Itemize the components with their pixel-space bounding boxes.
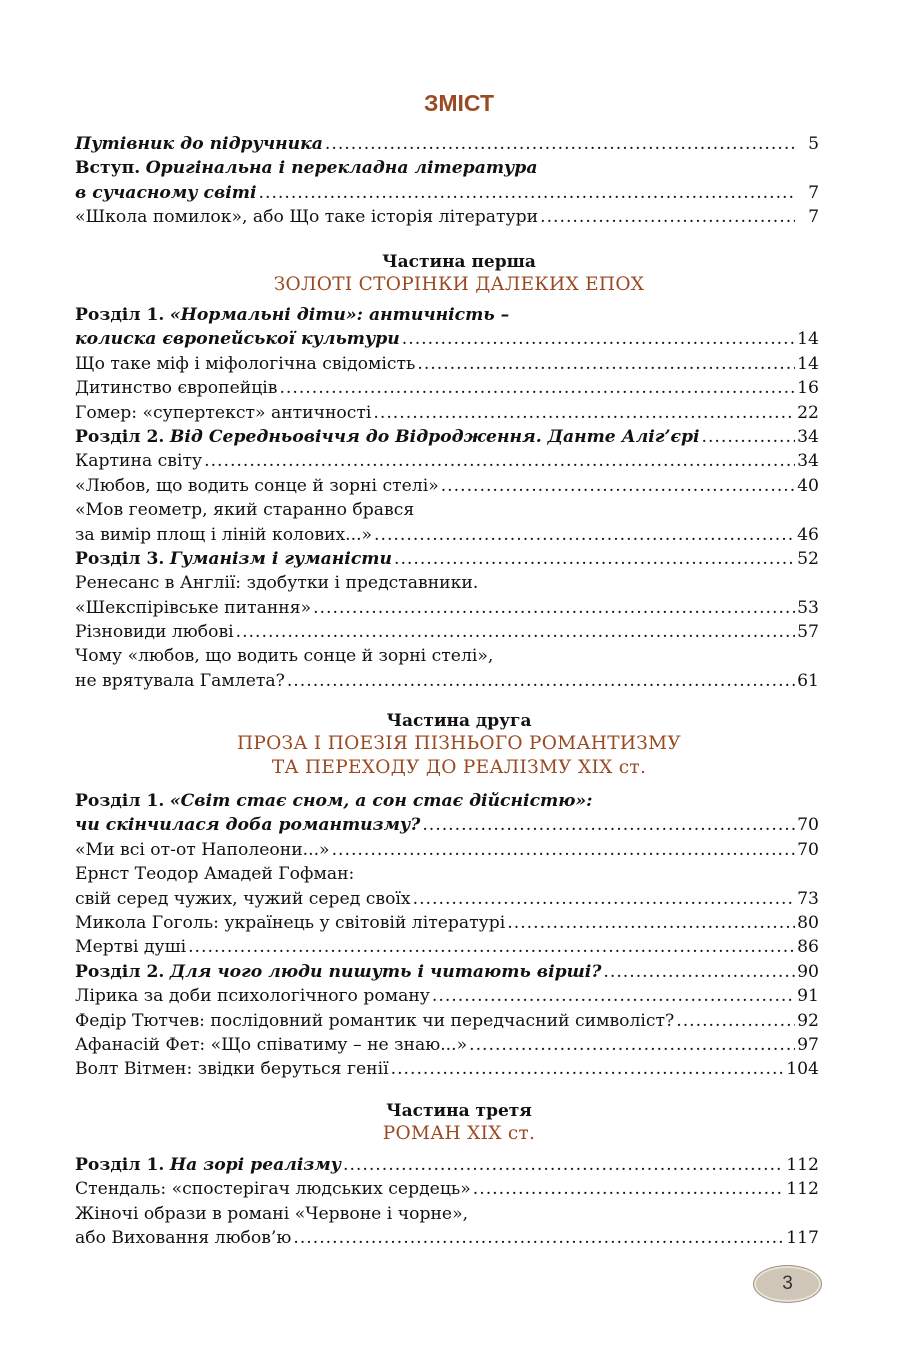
- page-number-badge: 3: [753, 1265, 822, 1303]
- toc-entry[interactable]: «Шекспірівське питання» ..... 53: [75, 598, 819, 622]
- part-title: ПРОЗА І ПОЕЗІЯ ПІЗНЬОГО РОМАНТИЗМУ: [236, 733, 682, 754]
- part-title: РОМАН XIX ст.: [382, 1123, 536, 1144]
- toc-entry[interactable]: Стендаль: «спостерігач людських сердець» ..... 112: [75, 1179, 819, 1203]
- toc-part1: [75, 305, 819, 695]
- part3-heading: [0, 1100, 918, 1146]
- toc-entry[interactable]: «Школа помилок», або Що таке історія літератури ..... 7: [75, 207, 819, 231]
- toc-entry[interactable]: Дитинство європейців ..... 16: [75, 378, 819, 402]
- toc-entry[interactable]: за вимір площ і ліній колових...» ..... 46: [75, 525, 819, 549]
- toc-intro: [75, 134, 819, 232]
- toc-entry[interactable]: Путівник до підручника ..... 5: [75, 134, 819, 158]
- toc-section[interactable]: чи скінчилася доба романтизму? ..... 70: [75, 815, 819, 839]
- part-label: Частина друга: [386, 711, 532, 731]
- toc-entry[interactable]: в сучасному світі ..... 7: [75, 183, 819, 207]
- part-label: Частина третя: [386, 1101, 532, 1121]
- toc-entry[interactable]: Чому «любов, що водить сонце й зорні стелі»,: [75, 646, 494, 667]
- toc-entry[interactable]: «Ми всі от-от Наполеони...» ..... 70: [75, 840, 819, 864]
- toc-section[interactable]: Розділ 1. «Нормальні діти»: античність –: [75, 305, 510, 325]
- toc-section[interactable]: колиска європейської культури ..... 14: [75, 329, 819, 353]
- toc-section[interactable]: Розділ 2. Від Середньовіччя до Відродження. Данте Аліг’єрі ..... 34: [75, 427, 819, 451]
- part-title: ЗОЛОТІ СТОРІНКИ ДАЛЕКИХ ЕПОХ: [273, 274, 645, 295]
- toc-entry[interactable]: Різновиди любові ..... 57: [75, 622, 819, 646]
- part-label: Частина перша: [382, 252, 536, 272]
- toc-section[interactable]: Розділ 3. Гуманізм і гуманісти ..... 52: [75, 549, 819, 573]
- toc-part3: [75, 1155, 819, 1253]
- toc-entry[interactable]: Що таке міф і міфологічна свідомість ..... 14: [75, 354, 819, 378]
- toc-entry[interactable]: Федір Тютчев: послідовний романтик чи передчасний символіст? ..... 92: [75, 1011, 819, 1035]
- part2-heading: [0, 710, 918, 780]
- toc-entry[interactable]: Волт Вітмен: звідки беруться генії ..... 104: [75, 1059, 819, 1083]
- toc-part2: [75, 791, 819, 1084]
- toc-entry[interactable]: або Виховання любов’ю ..... 117: [75, 1228, 819, 1252]
- toc-entry[interactable]: Гомер: «супертекст» античності ..... 22: [75, 403, 819, 427]
- toc-section[interactable]: Розділ 1. На зорі реалізму ..... 112: [75, 1155, 819, 1179]
- toc-entry[interactable]: Жіночі образи в романі «Червоне і чорне»,: [75, 1203, 469, 1224]
- toc-entry[interactable]: Афанасій Фет: «Що співатиму – не знаю...» ..... 97: [75, 1035, 819, 1059]
- toc-entry[interactable]: Ернст Теодор Амадей Гофман:: [75, 864, 355, 885]
- toc-entry[interactable]: Вступ. Оригінальна і перекладна література: [75, 158, 538, 179]
- toc-entry[interactable]: Ренесанс в Англії: здобутки і представники.: [75, 573, 479, 594]
- toc-entry[interactable]: Мертві душі ..... 86: [75, 937, 819, 961]
- toc-entry[interactable]: «Мов геометр, який старанно брався: [75, 500, 415, 521]
- toc-section[interactable]: Розділ 2. Для чого люди пишуть і читають вірші? ..... 90: [75, 962, 819, 986]
- part-title: ТА ПЕРЕХОДУ ДО РЕАЛІЗМУ XIX ст.: [271, 757, 647, 778]
- toc-entry[interactable]: «Любов, що водить сонце й зорні стелі» ..... 40: [75, 476, 819, 500]
- toc-entry[interactable]: Картина світу ..... 34: [75, 451, 819, 475]
- toc-entry[interactable]: Микола Гоголь: українець у світовій літературі ..... 80: [75, 913, 819, 937]
- toc-entry[interactable]: Лірика за доби психологічного роману ..... 91: [75, 986, 819, 1010]
- toc-entry[interactable]: свій серед чужих, чужий серед своїх ..... 73: [75, 889, 819, 913]
- toc-entry[interactable]: не врятувала Гамлета? ..... 61: [75, 671, 819, 695]
- page-title: ЗМІСТ: [423, 90, 495, 116]
- part1-heading: [0, 251, 918, 297]
- toc-section[interactable]: Розділ 1. «Світ стає сном, а сон стає дійсністю»:: [75, 791, 593, 811]
